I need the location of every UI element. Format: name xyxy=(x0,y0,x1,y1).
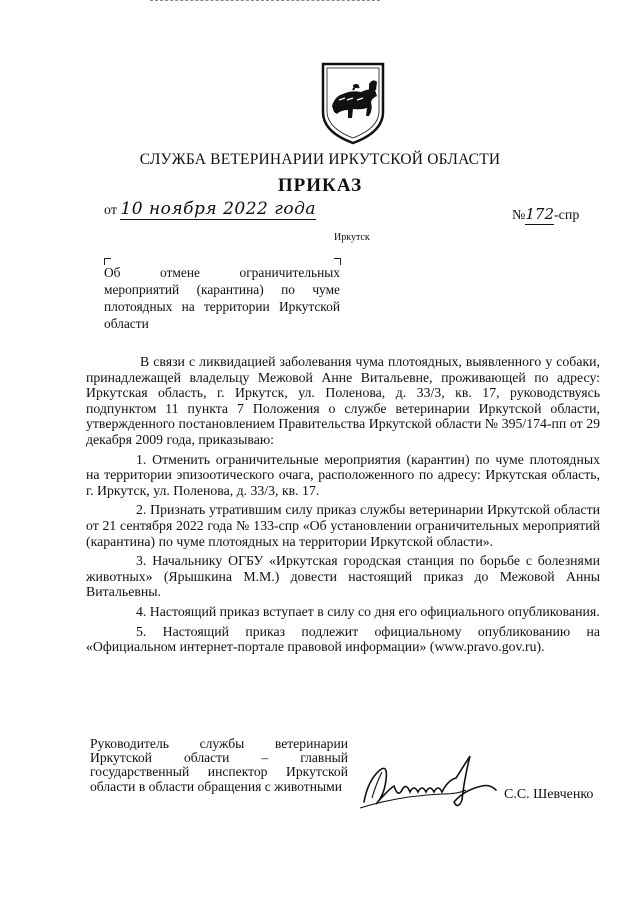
order-item-5: 5. Настоящий приказ подлежит официальному опубликованию на «Официальном интернет-портале правовой информации» (www.pravo.gov.ru). xyxy=(86,623,600,655)
document-type: ПРИКАЗ xyxy=(277,175,363,196)
scan-top-edge xyxy=(150,0,380,3)
city-label: Иркутск xyxy=(334,232,370,243)
order-item-3: 3. Начальнику ОГБУ «Иркутская городская станция по борьбе с болезнями животных» (Ярышкина М.М.) довести настоящий приказ до Межовой Анны Витальевны. xyxy=(86,553,600,600)
number-suffix: -спр xyxy=(554,208,580,223)
date-handwritten: 10 ноября 2022 года xyxy=(120,199,316,219)
number-handwritten: 172 xyxy=(525,205,554,223)
order-body xyxy=(86,354,600,655)
order-date xyxy=(104,199,316,220)
date-prefix: от xyxy=(104,203,117,218)
number-handwritten-field xyxy=(525,205,554,225)
signatory-name: С.С. Шевченко xyxy=(504,787,594,802)
order-item-1: 1. Отменить ограничительные мероприятия (карантин) по чуме плотоядных на территории эпизоотического очага, расположенного по адресу: Иркутская область, г. Иркутск, ул. Поленова, д. 33/3, кв. 17. xyxy=(86,451,600,498)
irkutsk-coat-of-arms-icon xyxy=(319,60,387,146)
preamble-paragraph: В связи с ликвидацией заболевания чума плотоядных, выявленного у собаки, принадлежащей владельцу Межовой Анне Витальевне, проживающей по адресу: Иркутская область, г. Иркутск, ул. Поленова, д. 33/3, кв. 17, руководствуясь подпунктом 11 пункта 7 Положения о службе ветеринарии Иркутской области, утвержденного постановлением Правительства Иркутской области № 395/174-пп от 29 декабря 2009 года, приказываю: xyxy=(86,354,600,447)
number-prefix: № xyxy=(512,208,526,223)
order-item-2: 2. Признать утратившим силу приказ службы ветеринарии Иркутской области от 21 сентября 2022 года № 133-спр «Об установлении ограничительных мероприятий (карантина) по чуме плотоядных на территории Иркутской области». xyxy=(86,502,600,549)
order-subject: Об отмене ограничительных мероприятий (карантина) по чуме плотоядных на территории Иркутской области xyxy=(104,265,340,331)
handwritten-signature xyxy=(358,750,508,816)
date-handwritten-field xyxy=(120,199,316,220)
signatory-title: Руководитель службы ветеринарии Иркутской области – главный государственный инспектор Иркутской области в области обращения с животными xyxy=(90,736,348,794)
order-number xyxy=(512,205,579,225)
agency-name: СЛУЖБА ВЕТЕРИНАРИИ ИРКУТСКОЙ ОБЛАСТИ xyxy=(139,151,501,168)
order-item-4: 4. Настоящий приказ вступает в силу со дня его официального опубликования. xyxy=(136,603,600,619)
